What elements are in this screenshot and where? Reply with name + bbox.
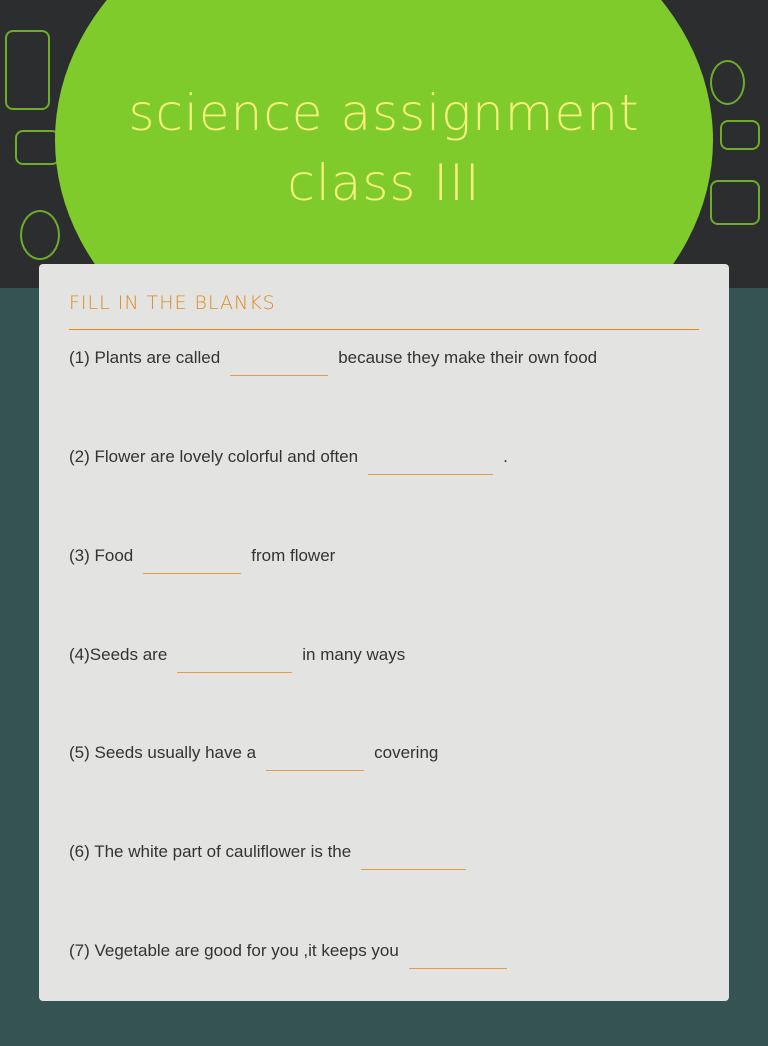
blank-input-3[interactable] xyxy=(143,548,241,574)
question-text-after: . xyxy=(503,447,508,466)
question-text: (1) Plants are called xyxy=(69,348,221,367)
question-2 xyxy=(69,441,508,467)
question-3 xyxy=(69,540,335,566)
blank-input-7[interactable] xyxy=(409,943,507,969)
question-text-after: from flower xyxy=(251,546,336,565)
divider xyxy=(69,329,699,330)
blank-input-1[interactable] xyxy=(230,350,328,376)
question-text: (6) The white part of cauliflower is the xyxy=(69,842,352,861)
title-line-1: science assignment xyxy=(128,84,640,142)
question-text-after: in many ways xyxy=(302,645,406,664)
question-text: (3) Food xyxy=(69,546,134,565)
question-1 xyxy=(69,342,597,368)
question-4 xyxy=(69,639,405,665)
question-text: (5) Seeds usually have a xyxy=(69,743,257,762)
question-text: (7) Vegetable are good for you ,it keeps you xyxy=(69,941,399,960)
blank-input-2[interactable] xyxy=(368,449,493,475)
blank-input-6[interactable] xyxy=(361,844,466,870)
section-title: FILL IN THE BLANKS xyxy=(69,292,276,314)
question-text-after: because they make their own food xyxy=(338,348,598,367)
page-title xyxy=(0,78,768,218)
question-5 xyxy=(69,737,438,763)
title-line-2: class III xyxy=(287,154,481,212)
question-text-after: covering xyxy=(374,743,439,762)
worksheet-card xyxy=(39,264,729,1001)
blank-input-5[interactable] xyxy=(266,745,364,771)
question-6 xyxy=(69,836,476,862)
header-banner xyxy=(0,0,768,288)
blank-input-4[interactable] xyxy=(177,647,292,673)
question-text: (4)Seeds are xyxy=(69,645,168,664)
question-7 xyxy=(69,935,517,961)
question-text: (2) Flower are lovely colorful and often xyxy=(69,447,359,466)
